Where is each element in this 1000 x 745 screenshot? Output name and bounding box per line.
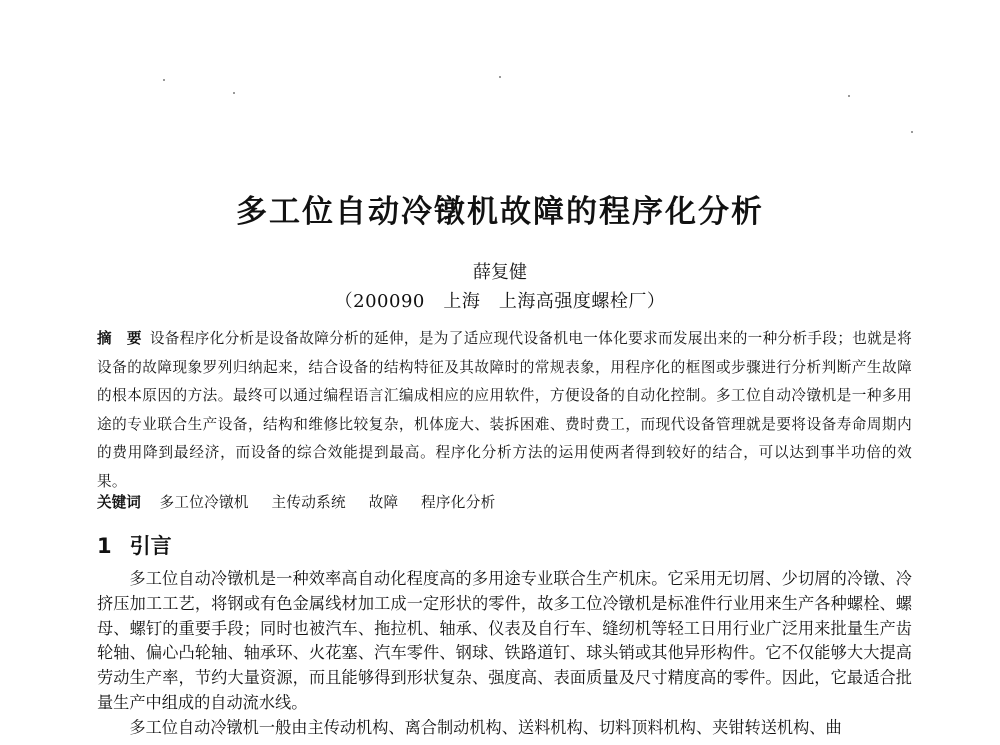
paragraph: 多工位自动冷镦机是一种效率高自动化程度高的多用途专业联合生产机床。它采用无切屑、少切屑的冷镦、冷挤压加工工艺，将钢或有色金属线材加工成一定形状的零件，故多工位冷镦机是标准件行业用来生产各种螺栓、螺母、螺钉的重要手段；同时也被汽车、拖拉机、轴承、仪表及自行车、缝纫机等轻工日用行业广泛用来批量生产齿轮轴、偏心凸轮轴、轴承环、火花塞、汽车零件、钢球、铁路道钉、球头销或其他异形构件。它不仅能够大大提高劳动生产率，节约大量资源，而且能够得到形状复杂、强度高、表面质量及尺寸精度高的零件。因此，它最适合批量生产中组成的自动流水线。 [97, 569, 912, 712]
author-affiliation: （200090 上海 上海高强度螺栓厂） [334, 291, 666, 312]
abstract-label: 摘 要 [97, 330, 142, 347]
section-title: 引言 [129, 534, 172, 558]
scan-speck [233, 92, 235, 94]
scan-speck [163, 79, 165, 81]
keywords-label: 关键词 [97, 494, 141, 511]
scan-speck [911, 131, 913, 133]
paragraph: 多工位自动冷镦机一般由主传动机构、离合制动机构、送料机构、切料顶料机构、夹钳转送机构、曲 [129, 717, 842, 737]
scan-speck [848, 95, 850, 97]
paper-title: 多工位自动冷镦机故障的程序化分析 [236, 194, 764, 230]
keyword-item: 多工位冷镦机 [159, 494, 249, 511]
scan-speck [499, 76, 501, 78]
keyword-item: 主传动系统 [271, 494, 346, 511]
author-name: 薛复健 [473, 262, 527, 283]
keyword-item: 故障 [368, 494, 399, 511]
keyword-item: 程序化分析 [421, 494, 496, 511]
keywords [97, 491, 912, 512]
section-heading [97, 530, 172, 560]
abstract-text: 设备程序化分析是设备故障分析的延伸，是为了适应现代设备机电一体化要求而发展出来的一种分析手段；也就是将设备的故障现象罗列归纳起来，结合设备的结构特征及其故障时的常规表象，用程序化的框图或步骤进行分析判断产生故障的根本原因的方法。最终可以通过编程语言汇编成相应的应用软件，方便设备的自动化控制。多工位自动冷镦机是一种多用途的专业联合生产设备，结构和维修比较复杂，机体庞大、装拆困难、费时费工，而现代设备管理就是要将设备寿命周期内的费用降到最经济，而设备的综合效能提到最高。程序化分析方法的运用使两者得到较好的结合，可以达到事半功倍的效果。 [97, 330, 912, 490]
abstract [97, 325, 912, 496]
section-number: 1 [97, 534, 112, 558]
body-text [97, 567, 912, 741]
